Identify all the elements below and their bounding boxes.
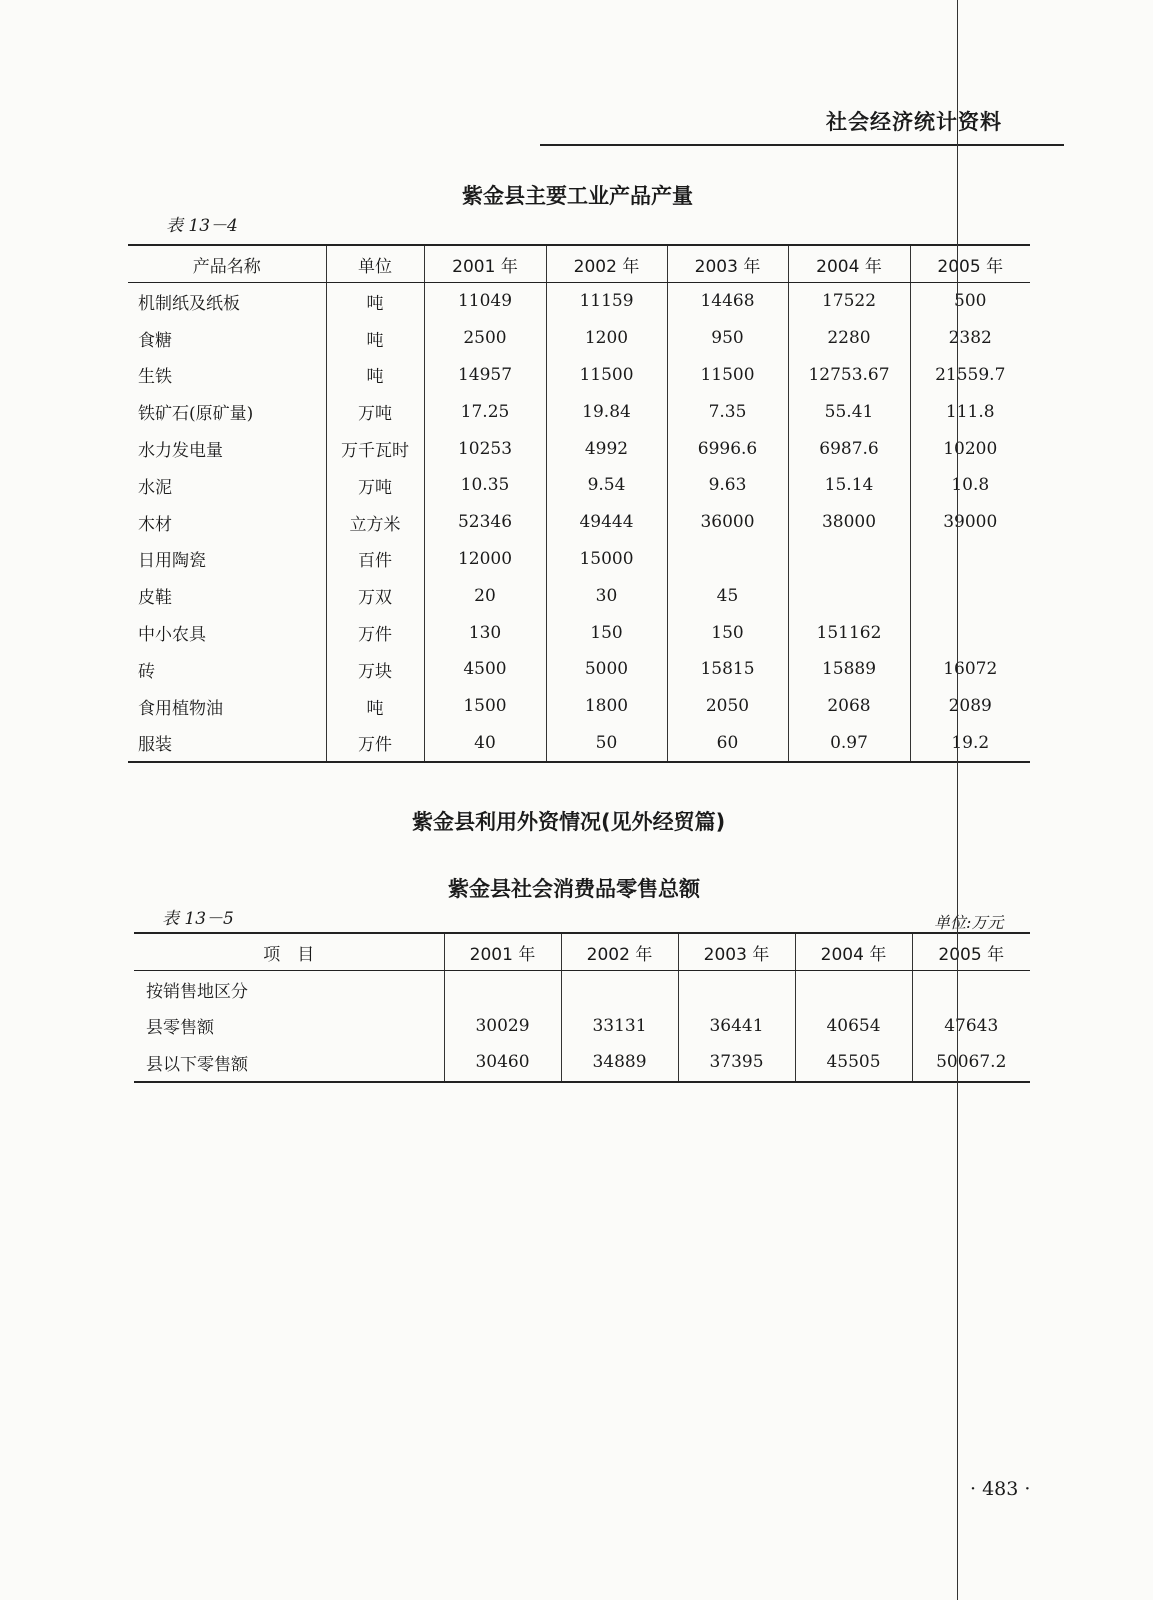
table-cell: 万件: [326, 614, 424, 651]
table-cell: 11159: [546, 283, 667, 320]
table-cell: 34889: [561, 1044, 678, 1082]
column-header: 2004 年: [788, 245, 910, 283]
table-cell: 40654: [795, 1008, 912, 1045]
table-cell: 6996.6: [667, 430, 788, 467]
table-cell: 14468: [667, 283, 788, 320]
table-cell: 10253: [424, 430, 546, 467]
table-row: [128, 541, 1030, 578]
table-cell: 2068: [788, 688, 910, 725]
table-cell: 吨: [326, 357, 424, 394]
table-13-5-number: 表 13－5: [162, 909, 234, 929]
table-cell: 130: [424, 614, 546, 651]
table-cell: [910, 577, 1030, 614]
table-cell: 万吨: [326, 467, 424, 504]
table-cell: 11500: [667, 357, 788, 394]
table-header-row: [128, 245, 1030, 283]
header-rule: [540, 144, 1064, 146]
table-cell: 36441: [678, 1008, 795, 1045]
table-cell: [795, 971, 912, 1008]
table-cell: 15000: [546, 541, 667, 578]
table-cell: 55.41: [788, 393, 910, 430]
table-cell: 30: [546, 577, 667, 614]
row-label: 中小农具: [138, 625, 206, 646]
row-label: 县以下零售额: [146, 1054, 248, 1075]
table-cell: 吨: [326, 320, 424, 357]
table-cell: 30029: [444, 1008, 561, 1045]
table-cell: 5000: [546, 651, 667, 688]
table-cell: 17.25: [424, 393, 546, 430]
table-cell: 立方米: [326, 504, 424, 541]
table-cell: 30460: [444, 1044, 561, 1082]
table-13-4-title: 紫金县主要工业产品产量: [462, 184, 693, 208]
table-row: [128, 320, 1030, 357]
table-13-5-title: 紫金县社会消费品零售总额: [448, 877, 700, 901]
table-cell: 50: [546, 725, 667, 763]
table-cell: 10.35: [424, 467, 546, 504]
table-header-row: [134, 933, 1030, 971]
table-cell: 万千瓦时: [326, 430, 424, 467]
table-cell: 6987.6: [788, 430, 910, 467]
table-cell: 4500: [424, 651, 546, 688]
table-cell: 950: [667, 320, 788, 357]
column-header: 2003 年: [667, 245, 788, 283]
table-cell: 60: [667, 725, 788, 763]
table-row: [134, 1044, 1030, 1082]
table-cell: 10200: [910, 430, 1030, 467]
table-cell: 45505: [795, 1044, 912, 1082]
table-cell: 150: [667, 614, 788, 651]
table-cell: 49444: [546, 504, 667, 541]
table-cell: 151162: [788, 614, 910, 651]
table-cell: 12000: [424, 541, 546, 578]
table-cell: 2500: [424, 320, 546, 357]
column-header: 2001 年: [444, 933, 561, 971]
table-cell: 0.97: [788, 725, 910, 763]
table-row: [128, 393, 1030, 430]
table-cell: 1800: [546, 688, 667, 725]
table-cell: [788, 541, 910, 578]
binding-line: [957, 0, 958, 1600]
column-header: 2001 年: [424, 245, 546, 283]
column-header: 项 目: [134, 933, 444, 971]
table-cell: 9.63: [667, 467, 788, 504]
column-header: 2002 年: [561, 933, 678, 971]
table-cell: 15889: [788, 651, 910, 688]
table-cell: 万吨: [326, 393, 424, 430]
table-cell: 1200: [546, 320, 667, 357]
row-label: 县零售额: [146, 1018, 214, 1039]
table-cell: 11049: [424, 283, 546, 320]
row-label: 食糖: [138, 330, 172, 351]
table-cell: 1500: [424, 688, 546, 725]
table-13-5-unit: 单位:万元: [934, 913, 1004, 932]
row-label: 铁矿石(原矿量): [138, 404, 254, 425]
row-label: 生铁: [138, 367, 172, 388]
table-cell: 150: [546, 614, 667, 651]
table-row: [128, 651, 1030, 688]
table-cell: 40: [424, 725, 546, 763]
table-cell: 百件: [326, 541, 424, 578]
column-header: 单位: [326, 245, 424, 283]
foreign-capital-title: 紫金县利用外资情况(见外经贸篇): [412, 810, 726, 834]
row-label: 砖: [138, 661, 155, 682]
table-cell: 45: [667, 577, 788, 614]
table-cell: [444, 971, 561, 1008]
table-cell: 2089: [910, 688, 1030, 725]
table-cell: [667, 541, 788, 578]
table-cell: 万双: [326, 577, 424, 614]
running-head: 社会经济统计资料: [826, 110, 1002, 134]
table-cell: 33131: [561, 1008, 678, 1045]
row-label: 水力发电量: [138, 441, 223, 462]
table-13-4-number: 表 13－4: [166, 216, 238, 236]
row-label: 服装: [138, 735, 172, 756]
column-header: 2003 年: [678, 933, 795, 971]
table-cell: 吨: [326, 688, 424, 725]
table-cell: 9.54: [546, 467, 667, 504]
table-cell: [912, 971, 1030, 1008]
row-label: 食用植物油: [138, 698, 223, 719]
row-label: 木材: [138, 514, 172, 535]
table-row: [134, 971, 1030, 1008]
table-cell: 14957: [424, 357, 546, 394]
table-cell: 19.84: [546, 393, 667, 430]
table-cell: 2050: [667, 688, 788, 725]
table-cell: [910, 614, 1030, 651]
table-row: [128, 357, 1030, 394]
column-header: 2004 年: [795, 933, 912, 971]
table-cell: 万件: [326, 725, 424, 763]
table-row: [134, 1008, 1030, 1045]
table-cell: 4992: [546, 430, 667, 467]
table-row: [128, 467, 1030, 504]
table-cell: 吨: [326, 283, 424, 320]
table-cell: 11500: [546, 357, 667, 394]
table-cell: 10.8: [910, 467, 1030, 504]
table-cell: 2382: [910, 320, 1030, 357]
table-cell: 15815: [667, 651, 788, 688]
table-cell: [678, 971, 795, 1008]
page-number: · 483 ·: [970, 1478, 1031, 1500]
column-header: 产品名称: [128, 245, 326, 283]
table-cell: 12753.67: [788, 357, 910, 394]
table-row: [128, 614, 1030, 651]
table-cell: 50067.2: [912, 1044, 1030, 1082]
table-cell: 38000: [788, 504, 910, 541]
table-cell: 36000: [667, 504, 788, 541]
table-row: [128, 725, 1030, 763]
table-cell: 37395: [678, 1044, 795, 1082]
table-cell: 111.8: [910, 393, 1030, 430]
table-cell: 500: [910, 283, 1030, 320]
table-row: [128, 504, 1030, 541]
table-cell: 21559.7: [910, 357, 1030, 394]
table-cell: [561, 971, 678, 1008]
column-header: 2005 年: [910, 245, 1030, 283]
table-cell: 19.2: [910, 725, 1030, 763]
retail-sales-table: [134, 932, 1030, 1083]
table-cell: [910, 541, 1030, 578]
table-row: [128, 283, 1030, 320]
table-cell: 39000: [910, 504, 1030, 541]
table-row: [128, 688, 1030, 725]
row-label: 日用陶瓷: [138, 551, 206, 572]
table-cell: 15.14: [788, 467, 910, 504]
row-label: 机制纸及纸板: [138, 293, 240, 314]
table-cell: [788, 577, 910, 614]
column-header: 2005 年: [912, 933, 1030, 971]
table-cell: 20: [424, 577, 546, 614]
row-label: 皮鞋: [138, 588, 172, 609]
table-cell: 2280: [788, 320, 910, 357]
table-cell: 17522: [788, 283, 910, 320]
table-cell: 52346: [424, 504, 546, 541]
table-cell: 16072: [910, 651, 1030, 688]
row-label: 水泥: [138, 477, 172, 498]
table-cell: 7.35: [667, 393, 788, 430]
table-row: [128, 430, 1030, 467]
column-header: 2002 年: [546, 245, 667, 283]
industrial-products-table: [128, 244, 1030, 763]
table-row: [128, 577, 1030, 614]
table-cell: 47643: [912, 1008, 1030, 1045]
row-label: 按销售地区分: [146, 981, 248, 1002]
table-cell: 万块: [326, 651, 424, 688]
